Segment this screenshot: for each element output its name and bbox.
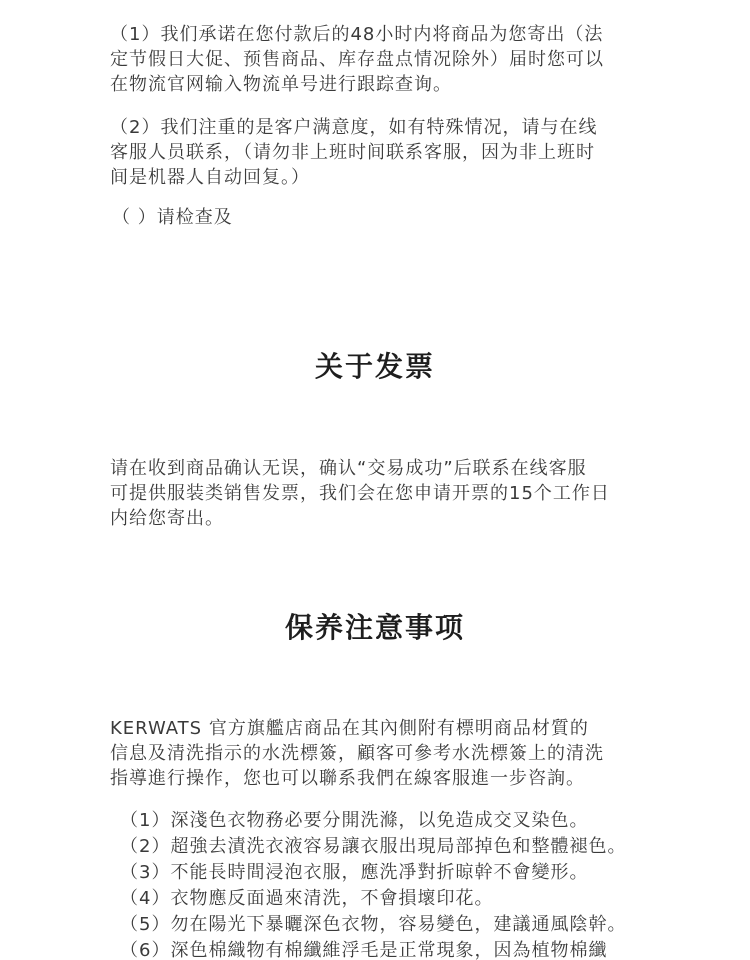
care-intro: KERWATS 官方旗艦店商品在其內側附有標明商品材質的 信息及清洗指示的水洗標簽，顧客可參考水洗標簽上的清洗 指導進行操作，您也可以聯系我們在線客服進一步咨詢。 <box>110 718 604 789</box>
care-item-4: （4）衣物應反面過來清洗，不會損壞印花。 <box>120 888 494 909</box>
care-item-3: （3）不能長時間浸泡衣服，應洗凈對折晾幹不會變形。 <box>120 862 589 883</box>
care-item-5: （5）勿在陽光下暴曬深色衣物，容易變色，建議通風陰幹。 <box>120 914 627 935</box>
care-item-2: （2）超強去漬洗衣液容易讓衣服出現局部掉色和整體褪色。 <box>120 836 627 857</box>
shipping-item-3: （ ）请检查及 <box>112 207 233 228</box>
care-item-1: （1）深淺色衣物務必要分開洗滌，以免造成交叉染色。 <box>120 810 589 831</box>
shipping-item-2: （2）我们注重的是客户满意度，如有特殊情况，请与在线 客服人员联系，（请勿非上班时间联系客服，因为非上班时 间是机器人自动回复。） <box>110 117 598 188</box>
care-item-6: （6）深色棉織物有棉纖維浮毛是正常現象，因為植物棉纖 <box>120 940 608 960</box>
invoice-heading: 关于发票 <box>314 350 435 383</box>
shipping-item-1: （1）我们承诺在您付款后的48小时内将商品为您寄出（法 定节假日大促、预售商品、库存盘点情况除外）届时您可以 在物流官网输入物流单号进行跟踪查询。 <box>110 24 604 95</box>
care-list <box>120 808 680 960</box>
care-heading: 保养注意事项 <box>284 611 465 644</box>
invoice-body: 请在收到商品确认无误，确认“交易成功”后联系在线客服 可提供服装类销售发票，我们会在您申请开票的15个工作日 内给您寄出。 <box>110 458 610 529</box>
